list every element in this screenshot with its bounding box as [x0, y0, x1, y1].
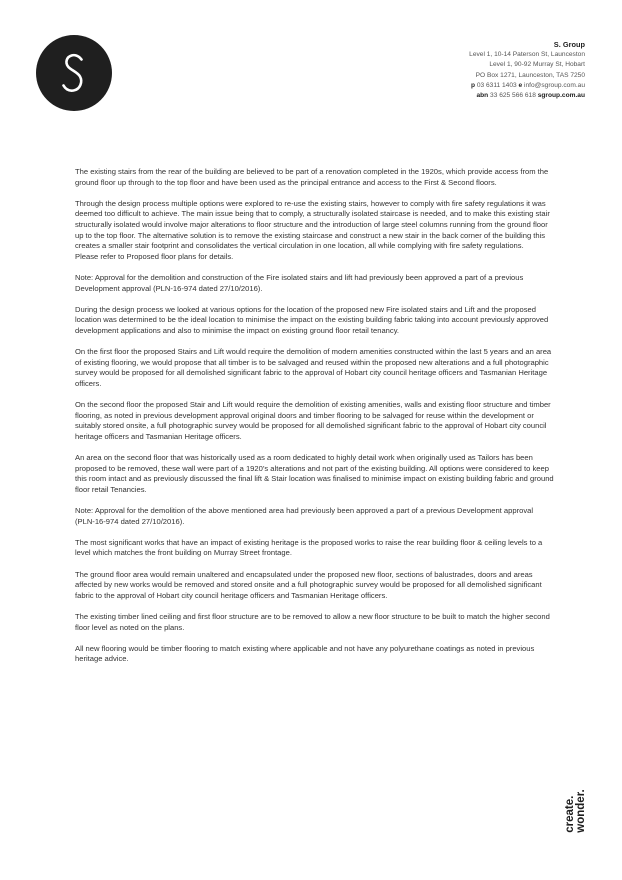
website: sgroup.com.au	[537, 92, 585, 100]
document-body	[75, 167, 554, 676]
contact-line	[325, 81, 585, 91]
paragraph-timber-ceiling: The existing timber lined ceiling and first floor structure are to be removed to allow a new floor structure to be built to match the higher second floor level as noted on the plans.	[75, 611, 550, 632]
paragraph-existing-stairs: The existing stairs from the rear of the building are believed to be part of a renovation completed in the 1920s, which provide access from the ground floor up through to the top floor and have been used as the principal entrance and access to the First & Second floors.	[75, 167, 549, 187]
brand-tagline	[563, 773, 589, 848]
abn-number: 33 625 566 618	[490, 92, 536, 100]
paragraph-note-approval: Note: Approval for the demolition and construction of the Fire isolated stairs and lift had previously been approved a part of a previous Development approval (PLN-16-974 dated 27/10/2016).	[75, 272, 524, 293]
email-address: info@sgroup.com.au	[524, 81, 585, 89]
paragraph-design-process: Through the design process multiple options were explored to re-use the existing stairs, however to comply with fire safety regulations it was deemed too difficult to achieve. The main issue being that to comply, a structurally isolated staircase is needed, and to make this existing stair structurally isolated would involve major alterations to floor structure and the introduction of large steel columns running from the ground floor up to the top floor. The alternative solution is to remove the existing staircase and construct a new stair in the back corner of the building this creates a smaller stair footprint and consolidates the vertical circulation in one location, all while complying with fire safety regulations.	[75, 198, 550, 251]
tagline-line-2: wonder.	[575, 788, 587, 833]
phone-label: p	[470, 81, 475, 89]
letterhead	[325, 40, 585, 101]
email-label: e	[518, 81, 523, 89]
paragraph-second-floor: On the second floor the proposed Stair and Lift would require the demolition of existing amenities, walls and existing floor structure and timber flooring, as noted in previous development approval original doors and timber flooring to be salvaged for reuse within the development or suitably stored onsite, a full photographic survey would be proposed for all demolished significant fabric to the approval of Hobart city council heritage officers and Tasmanian Heritage officers.	[75, 400, 551, 441]
paragraph-refer-plans: Please refer to Proposed floor plans for details.	[75, 251, 234, 261]
paragraph-first-floor: On the first floor the proposed Stairs and Lift would require the demolition of modern amenities constructed within the last 5 years and an area of existing flooring, we would propose that all timber is to be salvaged and reused within the proposed new alterations and a full photographic survey would be proposed for all demolished significant fabric to the approval of Hobart city council heritage officers and Tasmanian Heritage officers.	[75, 347, 552, 388]
address-line-po-box: PO Box 1271, Launceston, TAS 7250	[475, 71, 585, 79]
paragraph-new-flooring: All new flooring would be timber flooring to match existing where applicable and not have any polyurethane coatings as noted in previous heritage advice.	[75, 643, 535, 664]
phone-number: 03 6311 1403	[476, 81, 517, 89]
abn-line	[325, 91, 585, 101]
s-monogram-icon	[36, 35, 112, 111]
paragraph-location-options: During the design process we looked at various options for the location of the proposed new Fire isolated stairs and Lift and the proposed location was determined to be the ideal location to minimise the impact on the existing building fabric taking into account previously approved development applications and also to minimise the impact on existing ground floor retail tenancy.	[75, 304, 549, 335]
address-line-launceston: Level 1, 10-14 Paterson St, Launceston	[469, 51, 585, 59]
paragraph-significant-works: The most significant works that have an impact of existing heritage is the proposed works to raise the rear building floor & ceiling levels to a level which matches the front building on Murray Street frontage.	[75, 537, 543, 558]
paragraph-ground-floor: The ground floor area would remain unaltered and encapsulated under the proposed new floor, sections of balustrades, doors and areas affected by new works would be removed and stored onsite and a full photographic survey would be proposed for all demolished significant fabric to the approval of Hobart city council heritage officers and Tasmanian Heritage officers.	[75, 569, 542, 600]
company-name: S. Group	[553, 40, 585, 49]
tagline-line-1: create.	[564, 795, 576, 833]
abn-label: abn	[476, 92, 489, 100]
address-line-hobart: Level 1, 90-92 Murray St, Hobart	[489, 61, 585, 69]
company-logo	[36, 35, 112, 111]
paragraph-tailors-room: An area on the second floor that was historically used as a room dedicated to highly detail work when originally used as Tailors has been proposed to be removed, these wall were part of a 1920’s alterations and not part of the existing building. All options were considered to keep this room intact and as previously discussed the final lift & Stair location was finalised to minimise impact on existing building fabric and ground floor retail Tenancies.	[75, 453, 554, 494]
paragraph-note-approval-area: Note: Approval for the demolition of the above mentioned area had previously been approved a part of a previous Development approval (PLN-16-974 dated 27/10/2016).	[75, 506, 534, 526]
